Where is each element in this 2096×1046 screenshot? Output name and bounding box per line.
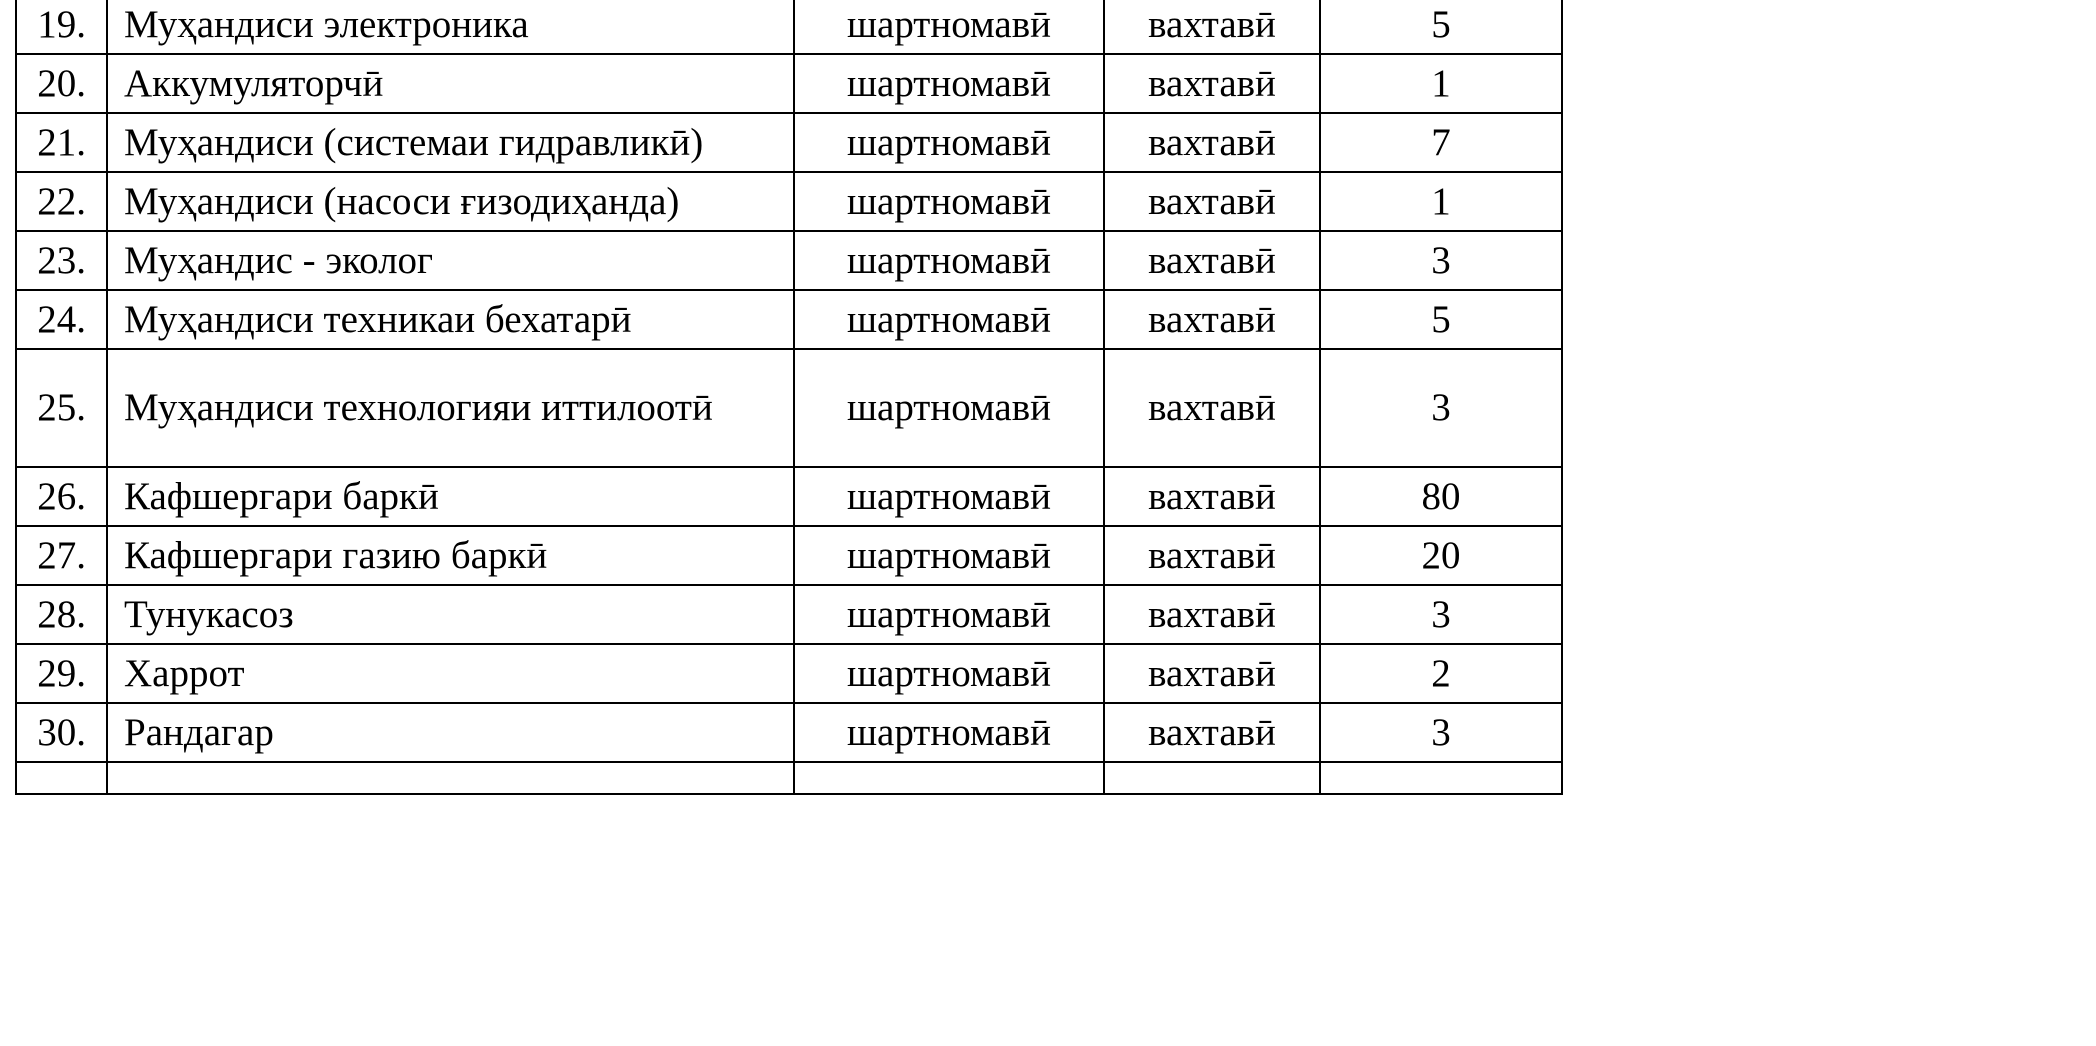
row-number: 29. (16, 644, 107, 703)
table-row (16, 290, 1562, 349)
table-row-cutoff (16, 762, 1562, 794)
work-mode: вахтавӣ (1104, 349, 1320, 467)
row-number: 21. (16, 113, 107, 172)
row-number: 23. (16, 231, 107, 290)
contract-type: шартномавӣ (794, 172, 1104, 231)
row-number: 26. (16, 467, 107, 526)
work-mode: вахтавӣ (1104, 585, 1320, 644)
row-number: 19. (16, 0, 107, 54)
vacancy-count: 3 (1320, 703, 1562, 762)
position-name: Муҳандиси электроника (107, 0, 794, 54)
table-row (16, 644, 1562, 703)
position-name: Муҳандиси (насоси ғизодиҳанда) (107, 172, 794, 231)
contract-type: шартномавӣ (794, 703, 1104, 762)
position-name: Харрот (107, 644, 794, 703)
row-number: 20. (16, 54, 107, 113)
vacancy-count: 7 (1320, 113, 1562, 172)
position-name: Муҳандиси технологияи иттилоотӣ (107, 349, 794, 467)
vacancy-count: 1 (1320, 172, 1562, 231)
contract-type: шартномавӣ (794, 585, 1104, 644)
table-row (16, 113, 1562, 172)
work-mode: вахтавӣ (1104, 113, 1320, 172)
contract-type: шартномавӣ (794, 290, 1104, 349)
vacancy-count: 5 (1320, 0, 1562, 54)
vacancy-count: 2 (1320, 644, 1562, 703)
contract-type: шартномавӣ (794, 349, 1104, 467)
table-row (16, 0, 1562, 54)
position-name: Рандагар (107, 703, 794, 762)
work-mode: вахтавӣ (1104, 526, 1320, 585)
row-number: 28. (16, 585, 107, 644)
work-mode: вахтавӣ (1104, 644, 1320, 703)
row-number: 22. (16, 172, 107, 231)
contract-type: шартномавӣ (794, 526, 1104, 585)
table-row (16, 467, 1562, 526)
contract-type: шартномавӣ (794, 467, 1104, 526)
work-mode: вахтавӣ (1104, 54, 1320, 113)
work-mode: вахтавӣ (1104, 0, 1320, 54)
row-number: 24. (16, 290, 107, 349)
empty-cell (16, 762, 107, 794)
table-row (16, 349, 1562, 467)
position-name: Муҳандиси техникаи бехатарӣ (107, 290, 794, 349)
contract-type: шартномавӣ (794, 644, 1104, 703)
vacancy-count: 3 (1320, 349, 1562, 467)
empty-cell (794, 762, 1104, 794)
contract-type: шартномавӣ (794, 0, 1104, 54)
vacancy-count: 5 (1320, 290, 1562, 349)
jobs-table (15, 0, 1563, 795)
vacancy-count: 1 (1320, 54, 1562, 113)
row-number: 30. (16, 703, 107, 762)
table-row (16, 585, 1562, 644)
jobs-table-body (16, 0, 1562, 794)
vacancy-count: 80 (1320, 467, 1562, 526)
vacancy-count: 3 (1320, 231, 1562, 290)
position-name: Тунукасоз (107, 585, 794, 644)
table-row (16, 526, 1562, 585)
position-name: Аккумуляторчӣ (107, 54, 794, 113)
position-name: Муҳандис - эколог (107, 231, 794, 290)
row-number: 25. (16, 349, 107, 467)
empty-cell (1320, 762, 1562, 794)
empty-cell (107, 762, 794, 794)
row-number: 27. (16, 526, 107, 585)
vacancy-count: 20 (1320, 526, 1562, 585)
table-row (16, 54, 1562, 113)
position-name: Кафшергари баркӣ (107, 467, 794, 526)
contract-type: шартномавӣ (794, 231, 1104, 290)
contract-type: шартномавӣ (794, 113, 1104, 172)
work-mode: вахтавӣ (1104, 172, 1320, 231)
position-name: Кафшергари газию баркӣ (107, 526, 794, 585)
work-mode: вахтавӣ (1104, 290, 1320, 349)
work-mode: вахтавӣ (1104, 231, 1320, 290)
work-mode: вахтавӣ (1104, 703, 1320, 762)
contract-type: шартномавӣ (794, 54, 1104, 113)
table-row (16, 703, 1562, 762)
table-row (16, 172, 1562, 231)
empty-cell (1104, 762, 1320, 794)
position-name: Муҳандиси (системаи гидравликӣ) (107, 113, 794, 172)
work-mode: вахтавӣ (1104, 467, 1320, 526)
table-row (16, 231, 1562, 290)
vacancy-count: 3 (1320, 585, 1562, 644)
